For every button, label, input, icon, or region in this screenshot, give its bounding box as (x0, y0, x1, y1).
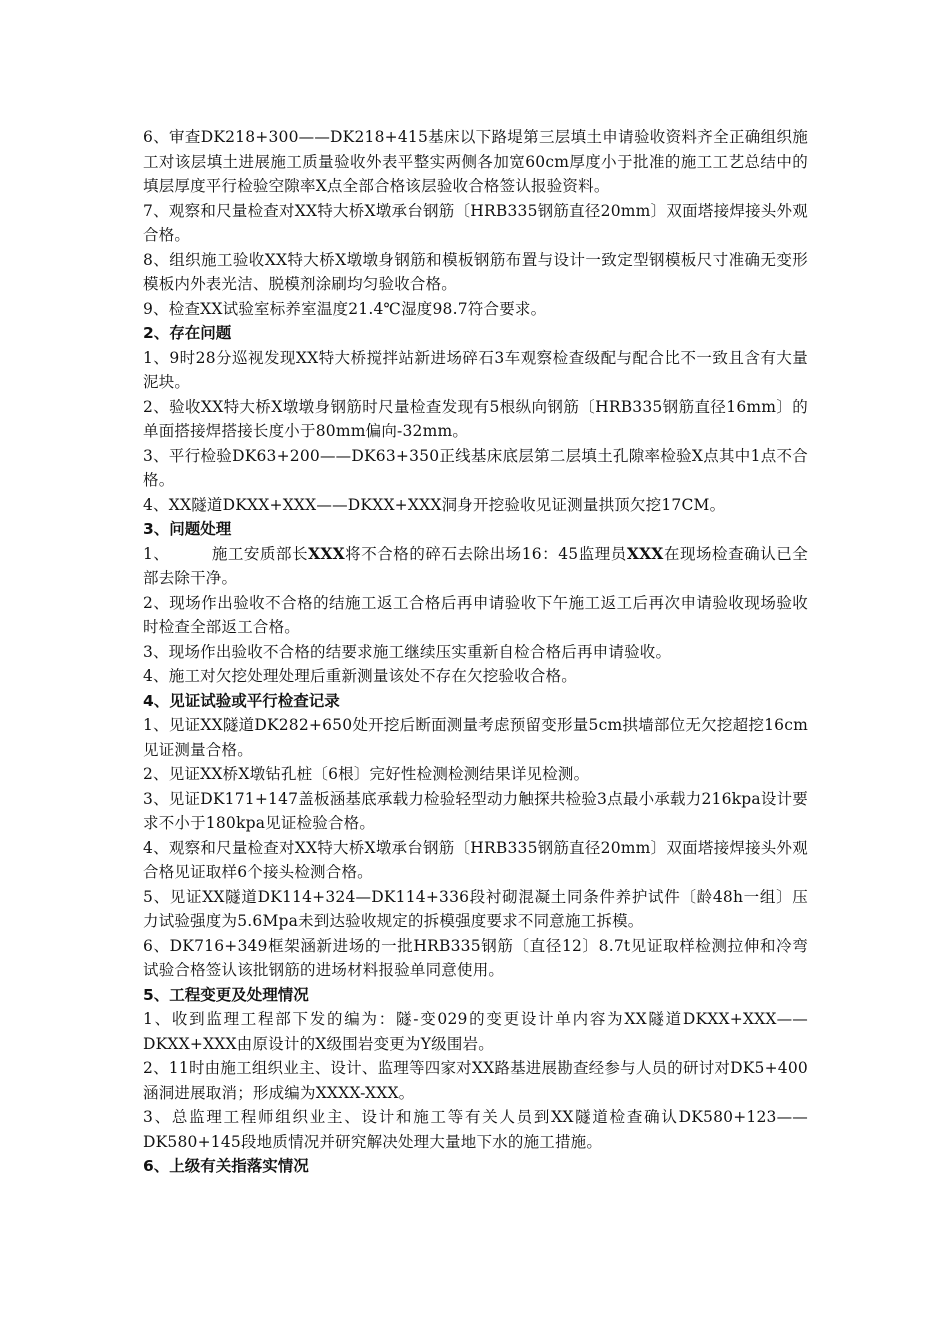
paragraph-s4-5: 5、见证XX隧道DK114+324—DK114+336段衬砌混凝土同条件养护试件〔龄48h一组〕压力试验强度为5.6Mpa未到达验收规定的拆模强度要求不同意施工拆模。 (143, 887, 808, 930)
paragraph-s5-1: 1、收到监理工程部下发的编为：隧-变029的变更设计单内容为XX隧道DKXX+XXX——DKXX+XXX由原设计的X级围岩变更为Y级围岩。 (143, 1010, 808, 1053)
item-number: 1、 (143, 544, 170, 563)
person-name: XXX (308, 543, 345, 563)
item-text-part: 施工安质部长 (211, 544, 309, 563)
item-text-part: 将不合格的碎石去除出场16：45监理员 (344, 544, 627, 563)
paragraph-s4-1: 1、见证XX隧道DK282+650处开挖后断面测量考虑预留变形量5cm拱墙部位无欠挖超挖16cm见证测量合格。 (143, 716, 808, 759)
section-heading-instructions: 6、上级有关指落实情况 (143, 1157, 309, 1175)
paragraph-s3-4: 4、施工对欠挖处理处理后重新测量该处不存在欠挖验收合格。 (143, 667, 577, 685)
paragraph-s2-3: 3、平行检验DK63+200——DK63+350正线基床底层第二层填土孔隙率检验X点其中1点不合格。 (143, 446, 808, 489)
paragraph-s1-7: 7、观察和尺量检查对XX特大桥X墩承台钢筋〔HRB335钢筋直径20mm〕双面塔接焊接头外观合格。 (143, 201, 808, 244)
section-heading-witness: 4、见证试验或平行检查记录 (143, 691, 340, 710)
paragraph-s1-9: 9、检查XX试验室标养室温度21.4℃湿度98.7符合要求。 (143, 299, 547, 318)
paragraph-s2-4: 4、XX隧道DKXX+XXX——DKXX+XXX洞身开挖验收见证测量拱顶欠挖17CM。 (143, 495, 726, 514)
paragraph-s4-2: 2、见证XX桥X墩钻孔桩〔6根〕完好性检测检测结果详见检测。 (143, 765, 590, 783)
paragraph-s4-6: 6、DK716+349框架涵新进场的一批HRB335钢筋〔直径12〕8.7t见证取样检测拉伸和冷弯试验合格签认该批钢筋的进场材料报验单同意使用。 (143, 936, 808, 979)
paragraph-s1-6: 6、审查DK218+300——DK218+415基床以下路堤第三层填土申请验收资料齐全正确组织施工对该层填土进展施工质量验收外表平整实两侧各加宽60cm厚度小于批准的施工工艺总结中的填层厚度平行检验空隙率X点全部合格该层验收合格签认报验资料。 (143, 128, 808, 195)
section-heading-changes: 5、工程变更及处理情况 (143, 985, 309, 1004)
document-body (143, 125, 808, 1179)
paragraph-s5-3: 3、总监理工程师组织业主、设计和施工等有关人员到XX隧道检查确认DK580+123——DK580+145段地质情况并研究解决处理大量地下水的施工措施。 (143, 1108, 808, 1151)
section-heading-handling: 3、问题处理 (143, 520, 232, 538)
paragraph-s4-4: 4、观察和尺量检查对XX特大桥X墩承台钢筋〔HRB335钢筋直径20mm〕双面塔接焊接头外观合格见证取样6个接头检测合格。 (143, 838, 808, 881)
person-name: XXX (626, 543, 664, 563)
paragraph-s1-8: 8、组织施工验收XX特大桥X墩墩身钢筋和模板钢筋布置与设计一致定型钢模板尺寸准确无变形模板内外表光洁、脱模剂涂刷均匀验收合格。 (143, 250, 808, 293)
paragraph-s3-2: 2、现场作出验收不合格的结施工返工合格后再申请验收下午施工返工后再次申请验收现场验收时检查全部返工合格。 (143, 593, 808, 636)
paragraph-s3-3: 3、现场作出验收不合格的结要求施工继续压实重新自检合格后再申请验收。 (143, 642, 672, 661)
paragraph-s4-3: 3、见证DK171+147盖板涵基底承载力检验轻型动力触探共检验3点最小承载力216kpa设计要求不小于180kpa见证检验合格。 (143, 789, 808, 832)
paragraph-s5-2: 2、11时由施工组织业主、设计、监理等四家对XX路基进展勘查经参与人员的研讨对DK5+400 涵洞进展取消；形成编为XXXX-XXX。 (143, 1059, 808, 1102)
paragraph-s2-1: 1、9时28分巡视发现XX特大桥搅拌站新进场碎石3车观察检查级配与配合比不一致且含有大量泥块。 (143, 348, 808, 391)
item-text-part: 在现场检查确认已全部去除干净。 (143, 544, 808, 587)
section-heading-problems: 2、存在问题 (143, 324, 232, 342)
paragraph-s2-2: 2、验收XX特大桥X墩墩身钢筋时尺量检查发现有5根纵向钢筋〔HRB335钢筋直径16mm〕的单面搭接焊搭接长度小于80mm偏向-32mm。 (143, 397, 808, 440)
paragraph-s3-1 (143, 542, 808, 591)
